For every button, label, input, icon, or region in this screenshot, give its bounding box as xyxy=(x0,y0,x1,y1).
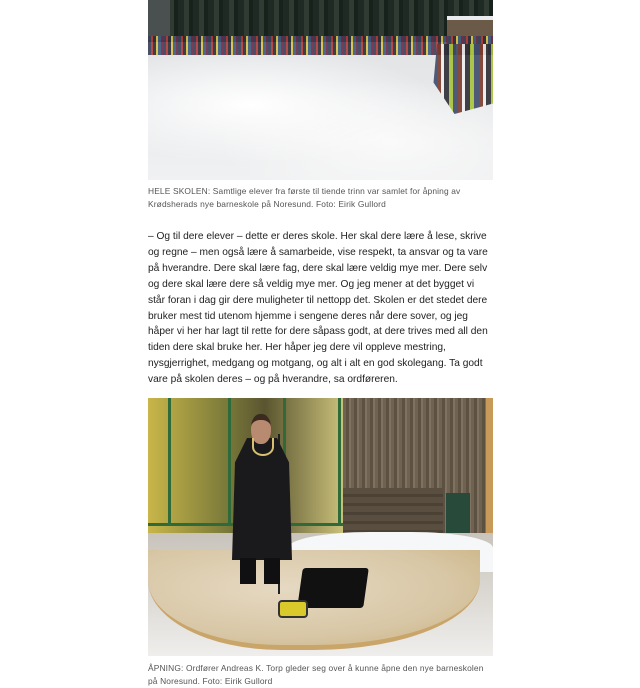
mayor-legs xyxy=(240,558,280,584)
photo-caption-1: HELE SKOLEN: Samtlige elever fra første til tiende trinn var samlet for åpning av Krødsherads nye barneskole på Noresund. Foto: Eirik Gullord xyxy=(148,186,461,209)
window-frame xyxy=(168,398,171,526)
window-frame xyxy=(228,398,231,526)
article-paragraph: – Og til dere elever – dette er deres skole. Her skal dere lære å lese, skrive og regne – men også lære å samarbeide, vise respekt, ta ansvar og ta vare på hverandre. Dere skal lære fag, dere skal lære veldig mye mer. Dere selv og dere skal lære dere så veldig mye mer. Og jeg mener at det bygget vi står foran i dag gir dere muligheter til nettopp det. Skolen er det stedet dere bruker mest tid utenom hjemme i sengene deres når dere sover, og jeg håper vi her har lagt til rette for dere såpass godt, at dere trives med all den tiden dere skal bruke her. Her håper jeg dere vil oppleve mestring, nysgjerrighet, medgang og motgang, og alt i alt en god skolegang. Ta godt vare på skolen deres – og på hverandre, sa ordføreren. xyxy=(148,231,488,386)
mayoral-chain xyxy=(252,438,274,456)
window-frame xyxy=(338,398,341,526)
building-left xyxy=(148,0,170,40)
photo-caption-2: ÅPNING: Ordfører Andreas K. Torp gleder seg over å kunne åpne den nye barneskolen på Noresund. Foto: Eirik Gullord xyxy=(148,663,484,686)
mayor-figure xyxy=(232,438,292,560)
photo-schoolyard xyxy=(148,0,493,180)
amplifier xyxy=(278,600,308,618)
photo-opening-speech xyxy=(148,398,493,656)
loudspeaker xyxy=(297,568,369,608)
